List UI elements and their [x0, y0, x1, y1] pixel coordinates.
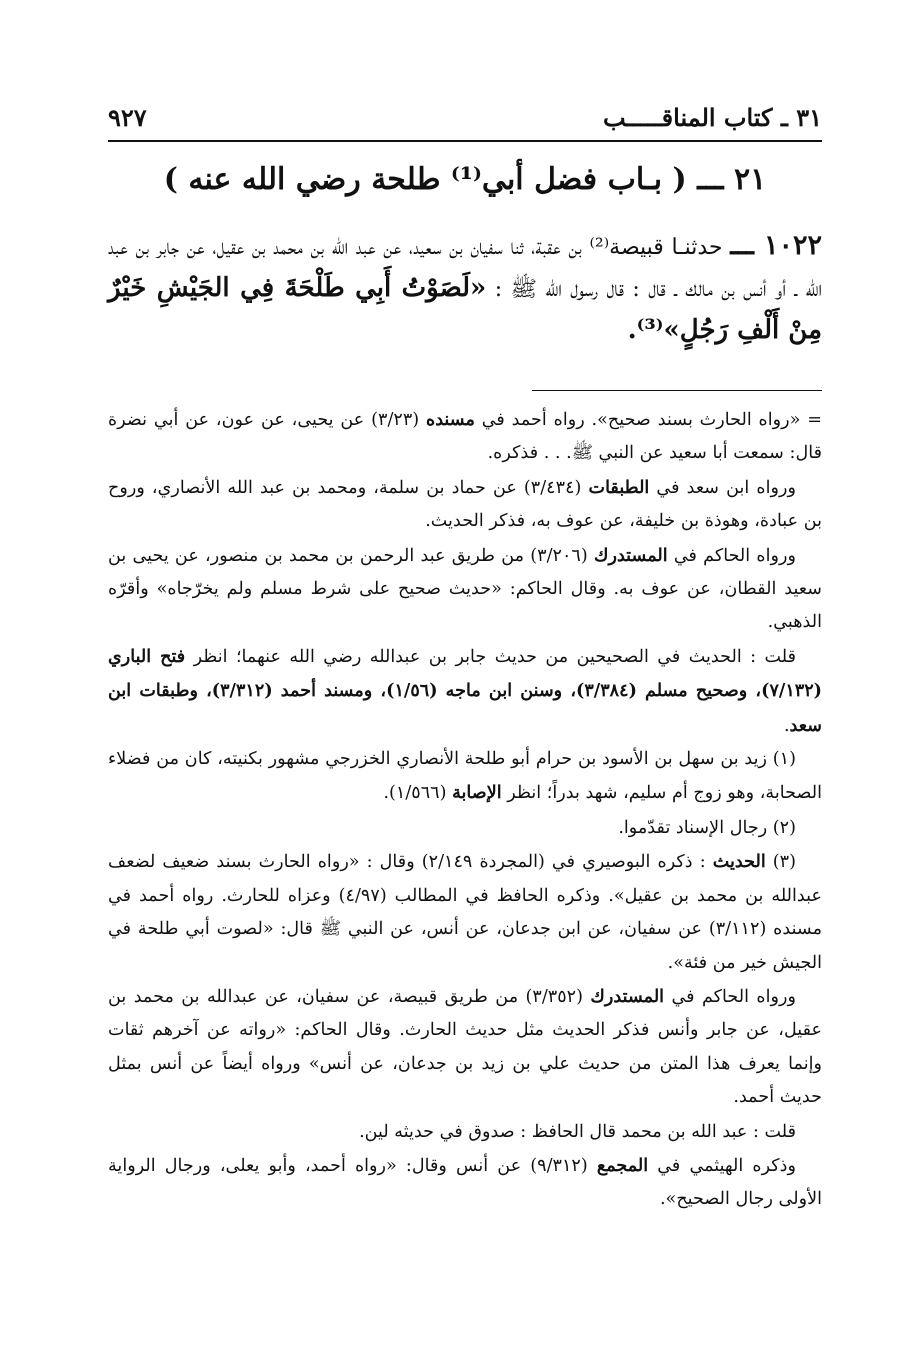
fn-bold: فتح الباري (٧/١٣٢)، وصحيح مسلم (٣/٣٨٤)، وسنن ابن ماجه (١/٥٦)، ومسند أحمد (٣/٣١٢)، وطبقات ابن سعد [108, 645, 822, 736]
footnote-1 [108, 743, 822, 811]
footnote-paragraph [108, 403, 822, 471]
fn-text: (٩/٣١٢) عن أنس وقال: «رواه أحمد، وأبو يعلى، ورجال الرواية الأولى رجال الصحيح». [108, 1155, 822, 1210]
hadith-isnad: حدثنـا قبيصة⁽²⁾ بن عقبة، ثنا سفيان بن سعيد، عن عبد الله بن محمد بن عقيل، عن جابر بن عبد الله ـ أو أنس بن مالك ـ قال : قال رسول الله ﷺ : [108, 235, 823, 302]
footnotes [108, 403, 822, 1217]
fn-text: (٣) [765, 852, 796, 873]
footnote-paragraph [108, 1115, 822, 1149]
fn-bold: الطبقات [588, 476, 650, 498]
fn-text: قلت : عبد الله بن محمد قال الحافظ : صدوق في حديثه لين. [359, 1121, 796, 1142]
hadith-block [108, 225, 822, 352]
fn-text: (٣/٢٠٦) من طريق عبد الرحمن بن محمد بن منصور، عن يحيى بن سعيد القطان، عن عوف به. وقال الحاكم: «حديث صحيح على شرط مسلم ولم يخرّجاه» وأقرّه الذهبي. [108, 545, 822, 633]
chapter-title: ٢١ ـــ ( بـاب فضل أبي⁽¹⁾ طلحة رضي الله عنه ) [163, 162, 767, 197]
footnote-paragraph [108, 980, 822, 1115]
fn-text: ورواه الحاكم في [667, 545, 796, 566]
hadith-number: ١٠٢٢ ـــ [730, 230, 822, 261]
fn-text: = «رواه الحارث بسند صحيح». رواه أحمد في [474, 410, 822, 430]
fn-text: (٢) رجال الإسناد تقدّموا. [618, 817, 796, 838]
fn-text: . [783, 715, 790, 736]
fn-text: وذكره الهيثمي في [648, 1155, 796, 1176]
hadith-matn: «لَصَوْتُ أَبِي طَلْحَةَ فِي الجَيْشِ خَيْرٌ مِنْ أَلْفِ رَجُلٍ»⁽³⁾. [108, 273, 822, 345]
fn-text: قلت : الحديث في الصحيحين من حديث جابر بن عبدالله رضي الله عنهما؛ انظر [185, 646, 796, 667]
fn-text: (١) زيد بن سهل بن الأسود بن حرام أبو طلحة الأنصاري الخزرجي مشهور بكنيته، كان من فضلاء الصحابة، وهو زوج أم سليم، شهد بدراً؛ انظر [108, 749, 822, 804]
footnote-paragraph [108, 1149, 822, 1217]
fn-bold: المستدرك [593, 544, 668, 566]
footnote-3 [108, 845, 822, 980]
fn-bold: الحديث [712, 851, 766, 873]
fn-text: ورواه ابن سعد في [649, 477, 797, 498]
book-page [108, 92, 822, 1217]
fn-bold: المجمع [596, 1154, 649, 1176]
footnote-2 [108, 811, 822, 845]
fn-text: (٣/٤٣٤) عن حماد بن سلمة، ومحمد بن عبد الله الأنصاري، وروح بن عبادة، وهوذة بن خليفة، عن عوف به، فذكر الحديث. [108, 477, 822, 532]
page-header [108, 92, 822, 132]
running-title: ٣١ ـ كتاب المناقـــــب [602, 103, 822, 132]
page-number: ٩٢٧ [108, 103, 147, 132]
header-rule [108, 140, 822, 142]
footnote-rule [532, 390, 822, 391]
fn-bold: مسنده [425, 409, 475, 430]
fn-text: : ذكره البوصيري في (المجردة ٢/١٤٩) وقال : «رواه الحارث بسند ضعيف لضعف عبدالله بن محمد بن عقيل». وذكره الحافظ في المطالب (٤/٩٧) وعزاه للحارث. رواه أحمد في مسنده (٣/١١٢) عن سفيان، عن ابن جدعان، عن أنس، عن النبي ﷺ قال: «لصوت أبي طلحة في الجيش خير من فئة». [108, 852, 823, 973]
footnote-paragraph [108, 539, 822, 640]
footnote-paragraph [108, 471, 822, 539]
fn-text: ورواه الحاكم في [664, 986, 797, 1007]
fn-bold: الإصابة [452, 782, 502, 804]
fn-bold: المستدرك [590, 985, 665, 1007]
footnote-paragraph [108, 640, 822, 743]
fn-text: (٣/٣٥٢) من طريق قبيصة، عن سفيان، عن عبدالله بن محمد بن عقيل، عن جابر وأنس فذكر الحديث مثل حديث الحارث. وقال الحاكم: «رواته عن آخرهم ثقات وإنما يعرف هذا المتن من حديث علي بن زيد بن جدعان، عن أنس» ورواه أيضاً عن أنس بمثل حديث أحمد. [108, 986, 822, 1108]
fn-text: (١/٥٦٦). [383, 783, 453, 804]
fn-text: (٣/٢٣) عن يحيى، عن عون، عن أبي نضرة قال: سمعت أبا سعيد عن النبي ﷺ. . . فذكره. [108, 410, 822, 464]
